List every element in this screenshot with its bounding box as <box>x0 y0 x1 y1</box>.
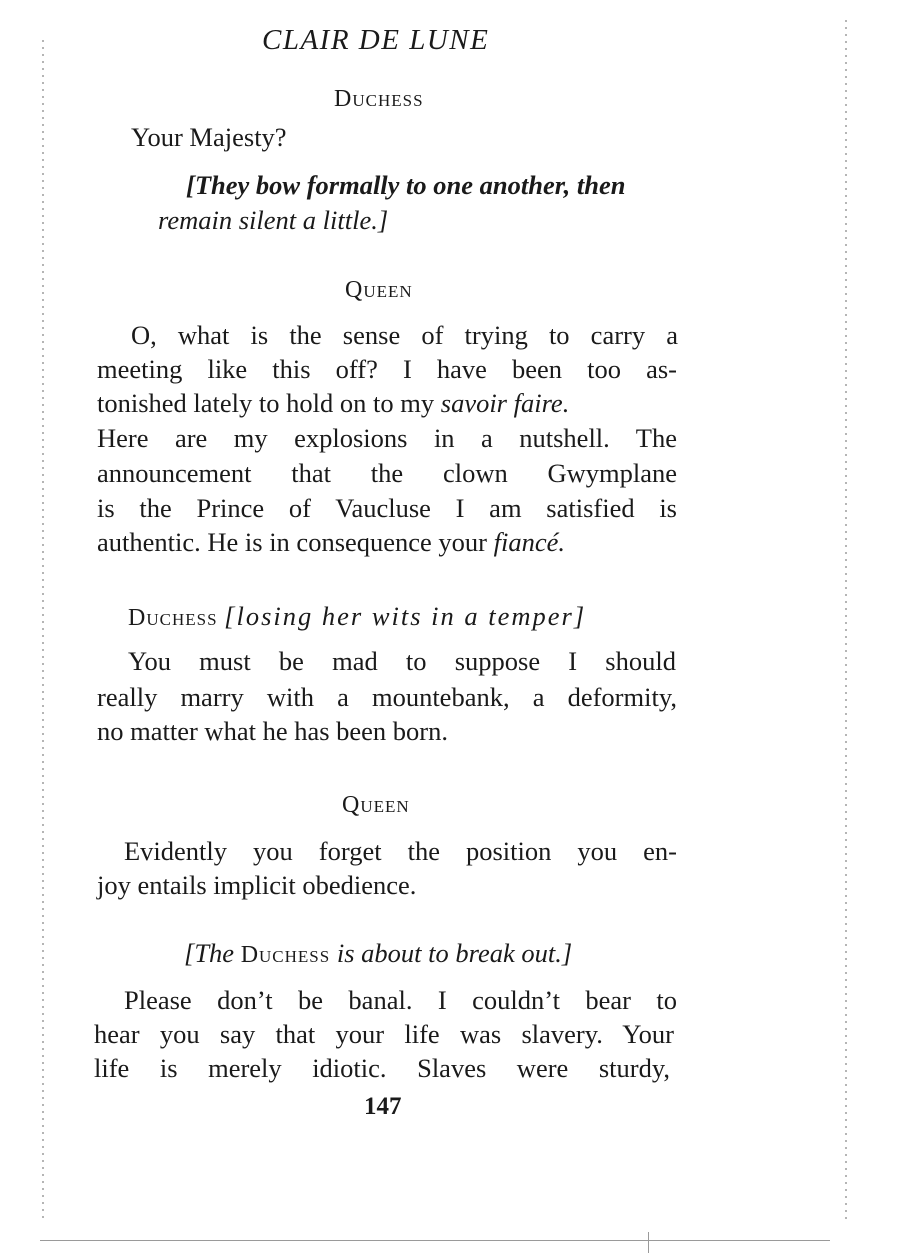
dialogue-line: O, what is the sense of trying to carry a <box>131 320 678 350</box>
stage-direction-line: [They bow formally to one another, then <box>186 170 626 200</box>
page-number: 147 <box>364 1093 402 1120</box>
dialogue-line: Please don’t be banal. I couldn’t bear to <box>124 985 677 1015</box>
speaker-duchess: Duchess <box>334 86 424 112</box>
dialogue-line: Evidently you forget the position you en- <box>124 836 677 866</box>
dialogue-line: joy entails implicit obedience. <box>97 870 417 900</box>
stage-direction-line: remain silent a little.] <box>158 205 389 235</box>
dialogue-text: authentic. He is in consequence your <box>97 527 488 557</box>
dialogue-line: hear you say that your life was slavery. Your <box>94 1019 674 1049</box>
speaker-queen: Queen <box>345 277 413 303</box>
dialogue-line: Your Majesty? <box>131 122 287 152</box>
scan-edge-tick <box>648 1232 649 1253</box>
speaker-duchess: Duchess <box>128 605 218 631</box>
running-head: CLAIR DE LUNE <box>262 24 490 56</box>
scan-margin-dots <box>42 40 44 1220</box>
dialogue-line: announcement that the clown Gwymplane <box>97 458 677 488</box>
dialogue-text: tonished lately to hold on to my <box>97 388 435 418</box>
dialogue-line: life is merely idiotic. Slaves were sturdy, <box>94 1053 670 1083</box>
dialogue-line: no matter what he has been born. <box>97 716 449 746</box>
dialogue-emphasis: fiancé. <box>493 527 566 557</box>
scan-edge-line <box>40 1240 830 1241</box>
dialogue-emphasis: savoir faire. <box>440 388 570 418</box>
dialogue-line: You must be mad to suppose I should <box>128 646 676 676</box>
stage-character: Duchess <box>240 942 331 968</box>
stage-rest: is about to break out.] <box>336 938 573 968</box>
dialogue-line: meeting like this off? I have been too as- <box>97 354 677 384</box>
stage-direction-line <box>184 938 572 969</box>
dialogue-line: really marry with a mountebank, a deformity, <box>97 682 677 712</box>
speaker-queen: Queen <box>342 792 410 818</box>
dialogue-line <box>97 388 569 419</box>
stage-open: [The <box>184 938 235 968</box>
dialogue-line: is the Prince of Vaucluse I am satisfied is <box>97 493 677 523</box>
scan-margin-dots <box>845 20 847 1220</box>
dialogue-line <box>97 527 565 558</box>
speaker-with-direction <box>128 601 586 632</box>
stage-direction: [losing her wits in a temper] <box>224 601 587 631</box>
dialogue-line: Here are my explosions in a nutshell. The <box>97 423 677 453</box>
